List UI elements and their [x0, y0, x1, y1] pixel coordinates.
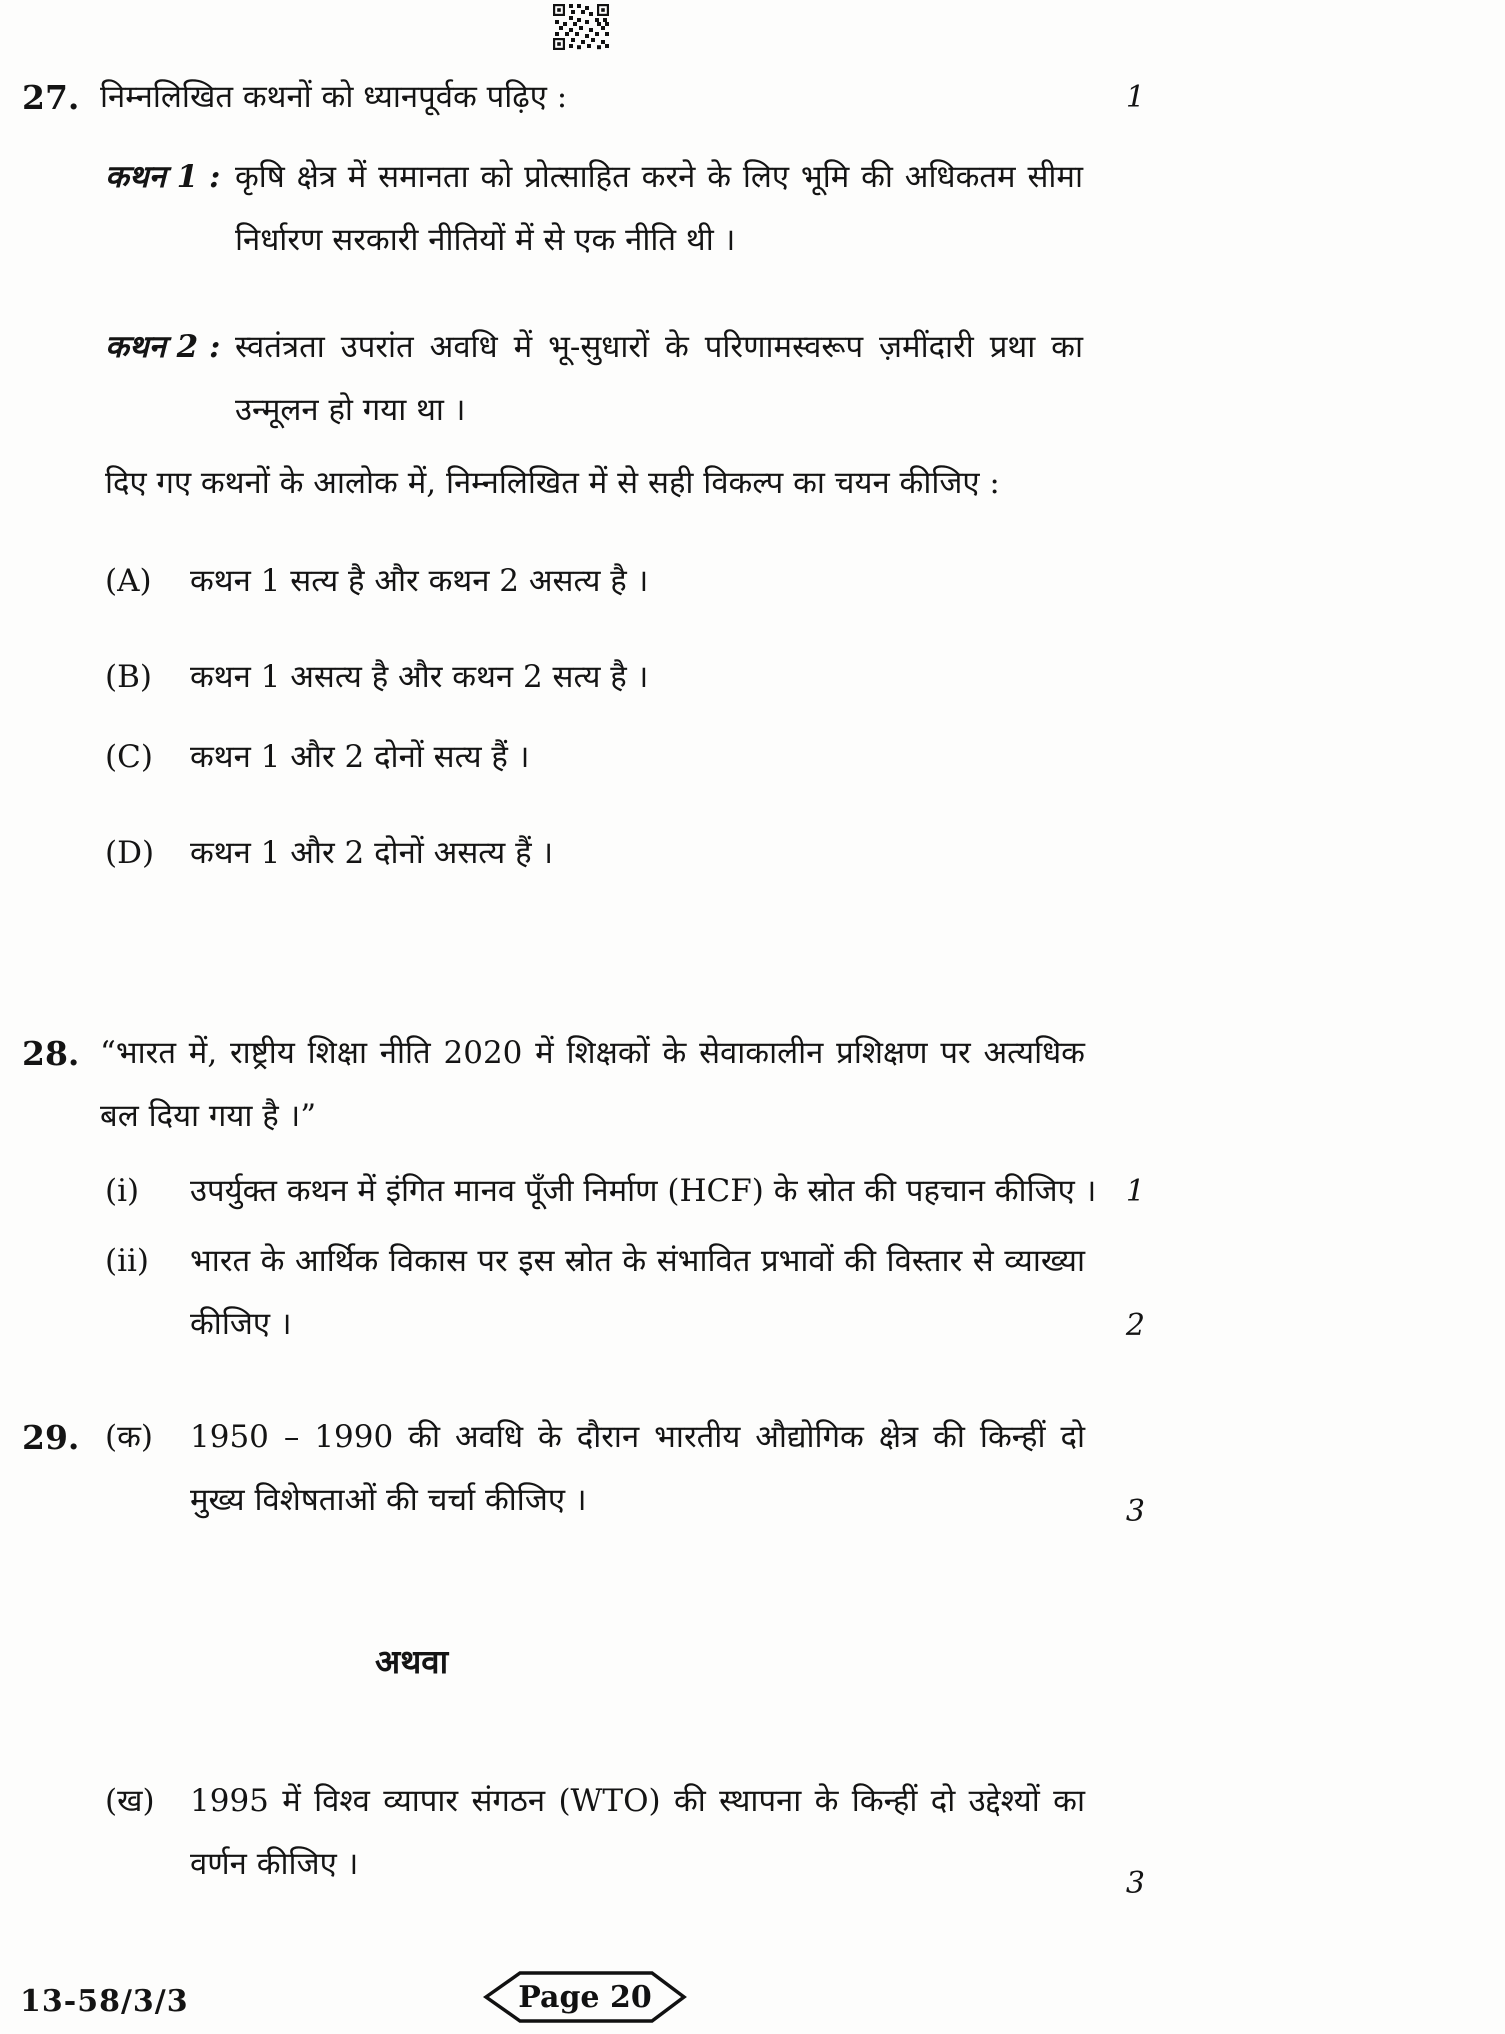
question-29-part-a-text: 1950 – 1990 की अवधि के दौरान भारतीय औद्योगिक क्षेत्र की किन्हीं दो मुख्य विशेषताओं की चर्चा कीजिए । — [190, 1419, 1085, 1518]
question-27-number: 27. — [22, 78, 80, 117]
footer-paper-code: 13-58/3/3 — [20, 1984, 189, 2019]
question-29-number: 29. — [22, 1418, 80, 1457]
option-c-label: (C) — [105, 739, 153, 775]
question-27-marks: 1 — [1125, 80, 1145, 115]
question-29-part-b-marks: 3 — [1125, 1866, 1145, 1901]
question-28-number: 28. — [22, 1034, 80, 1073]
option-a-text: कथन 1 सत्य है और कथन 2 असत्य है । — [190, 563, 649, 599]
question-28-part-i-marks: 1 — [1125, 1174, 1145, 1209]
question-27-intro: निम्नलिखित कथनों को ध्यानपूर्वक पढ़िए : — [100, 79, 568, 115]
option-b-label: (B) — [105, 659, 152, 695]
question-28-part-ii-text: भारत के आर्थिक विकास पर इस स्रोत के संभावित प्रभावों की विस्तार से व्याख्या कीजिए । — [190, 1243, 1085, 1342]
or-separator: अथवा — [375, 1642, 449, 1681]
option-d-text: कथन 1 और 2 दोनों असत्य हैं । — [190, 835, 554, 871]
question-28-quote: “भारत में, राष्ट्रीय शिक्षा नीति 2020 में शिक्षकों के सेवाकालीन प्रशिक्षण पर अत्यधिक बल दिया गया है ।” — [100, 1035, 1085, 1134]
question-29-part-b-text: 1995 में विश्व व्यापार संगठन (WTO) की स्थापना के किन्हीं दो उद्देश्यों का वर्णन कीजिए । — [190, 1783, 1085, 1882]
question-28-part-i-text: उपर्युक्त कथन में इंगित मानव पूँजी निर्माण (HCF) के स्रोत की पहचान कीजिए । — [190, 1173, 1097, 1209]
question-29-part-b-label: (ख) — [105, 1783, 155, 1819]
question-27-choose-line: दिए गए कथनों के आलोक में, निम्नलिखित में से सही विकल्प का चयन कीजिए : — [105, 465, 1000, 501]
statement-1-text: कृषि क्षेत्र में समानता को प्रोत्साहित करने के लिए भूमि की अधिकतम सीमा निर्धारण सरकारी नीतियों में से एक नीति थी । — [235, 159, 1083, 258]
question-28-part-i-label: (i) — [105, 1173, 140, 1209]
question-28-part-ii-label: (ii) — [105, 1243, 150, 1279]
question-29-part-a-label: (क) — [105, 1419, 153, 1455]
option-d-label: (D) — [105, 835, 155, 871]
question-28-part-ii-marks: 2 — [1125, 1308, 1145, 1343]
statement-2-label: कथन 2 : — [105, 329, 221, 365]
question-29-part-a-marks: 3 — [1125, 1494, 1145, 1529]
statement-1-label: कथन 1 : — [105, 159, 221, 195]
qr-code — [553, 4, 609, 54]
option-a-label: (A) — [105, 563, 152, 599]
statement-2-text: स्वतंत्रता उपरांत अवधि में भू-सुधारों के परिणामस्वरूप ज़मींदारी प्रथा का उन्मूलन हो गया था । — [235, 329, 1083, 428]
page-badge-label: Page 20 — [518, 1980, 652, 2015]
option-b-text: कथन 1 असत्य है और कथन 2 सत्य है । — [190, 659, 649, 695]
page-badge — [482, 1968, 688, 2030]
option-c-text: कथन 1 और 2 दोनों सत्य हैं । — [190, 739, 530, 775]
